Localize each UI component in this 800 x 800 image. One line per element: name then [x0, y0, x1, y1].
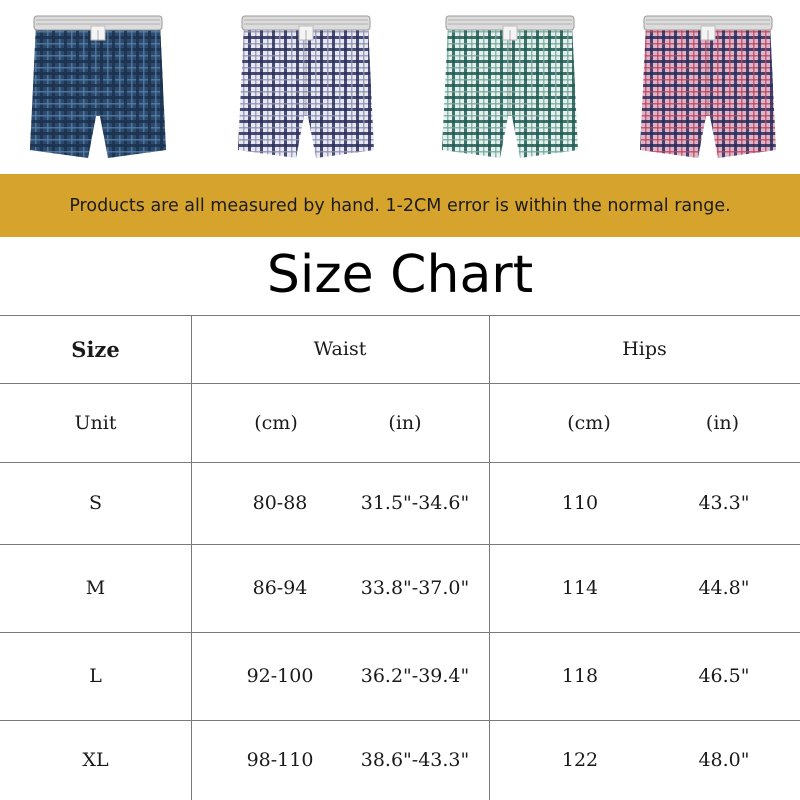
waist-cm-cell: 98-110: [246, 749, 314, 771]
size-cell: L: [89, 665, 102, 687]
notice-text: Products are all measured by hand. 1-2CM error is within the normal range.: [69, 195, 731, 216]
waist-in-cell: 38.6"-43.3": [360, 749, 470, 771]
waist-unit-in: (in): [388, 411, 422, 434]
red-navy-plaid-boxer-shorts-icon: [638, 12, 778, 162]
navy-plaid-boxer-shorts-icon: [28, 12, 168, 162]
waist-in-cell: 33.8"-37.0": [360, 577, 470, 599]
hips-unit-in: (in): [705, 411, 740, 434]
product-photos: [0, 0, 800, 172]
hips-in-cell: 48.0": [698, 749, 750, 771]
hips-unit-cm: (cm): [567, 411, 611, 434]
size-table: [0, 315, 800, 800]
waist-unit-cm: (cm): [254, 411, 298, 434]
header-size: Size: [71, 336, 120, 362]
hips-in-cell: 44.8": [698, 577, 750, 599]
size-cell: S: [88, 492, 103, 514]
waist-cm-cell: 86-94: [252, 577, 308, 599]
hips-in-cell: 43.3": [698, 492, 750, 514]
blue-white-plaid-boxer-shorts-icon: [236, 12, 376, 162]
size-cell: XL: [82, 749, 109, 771]
hips-in-cell: 46.5": [698, 665, 750, 687]
hips-cm-cell: 110: [561, 492, 599, 514]
waist-cm-cell: 92-100: [246, 665, 314, 687]
size-cell: M: [85, 577, 106, 599]
green-white-plaid-boxer-shorts-icon: [440, 12, 580, 162]
hips-cm-cell: 118: [561, 665, 599, 687]
waist-cm-cell: 80-88: [252, 492, 308, 514]
hips-cm-cell: 114: [561, 577, 599, 599]
unit-label: Unit: [74, 411, 117, 434]
waist-in-cell: 31.5"-34.6": [360, 492, 470, 514]
header-waist: Waist: [313, 338, 367, 360]
waist-in-cell: 36.2"-39.4": [360, 665, 470, 687]
notice-banner: [0, 174, 800, 237]
page-title: Size Chart: [266, 245, 534, 305]
hips-cm-cell: 122: [561, 749, 599, 771]
header-hips: Hips: [622, 338, 667, 360]
